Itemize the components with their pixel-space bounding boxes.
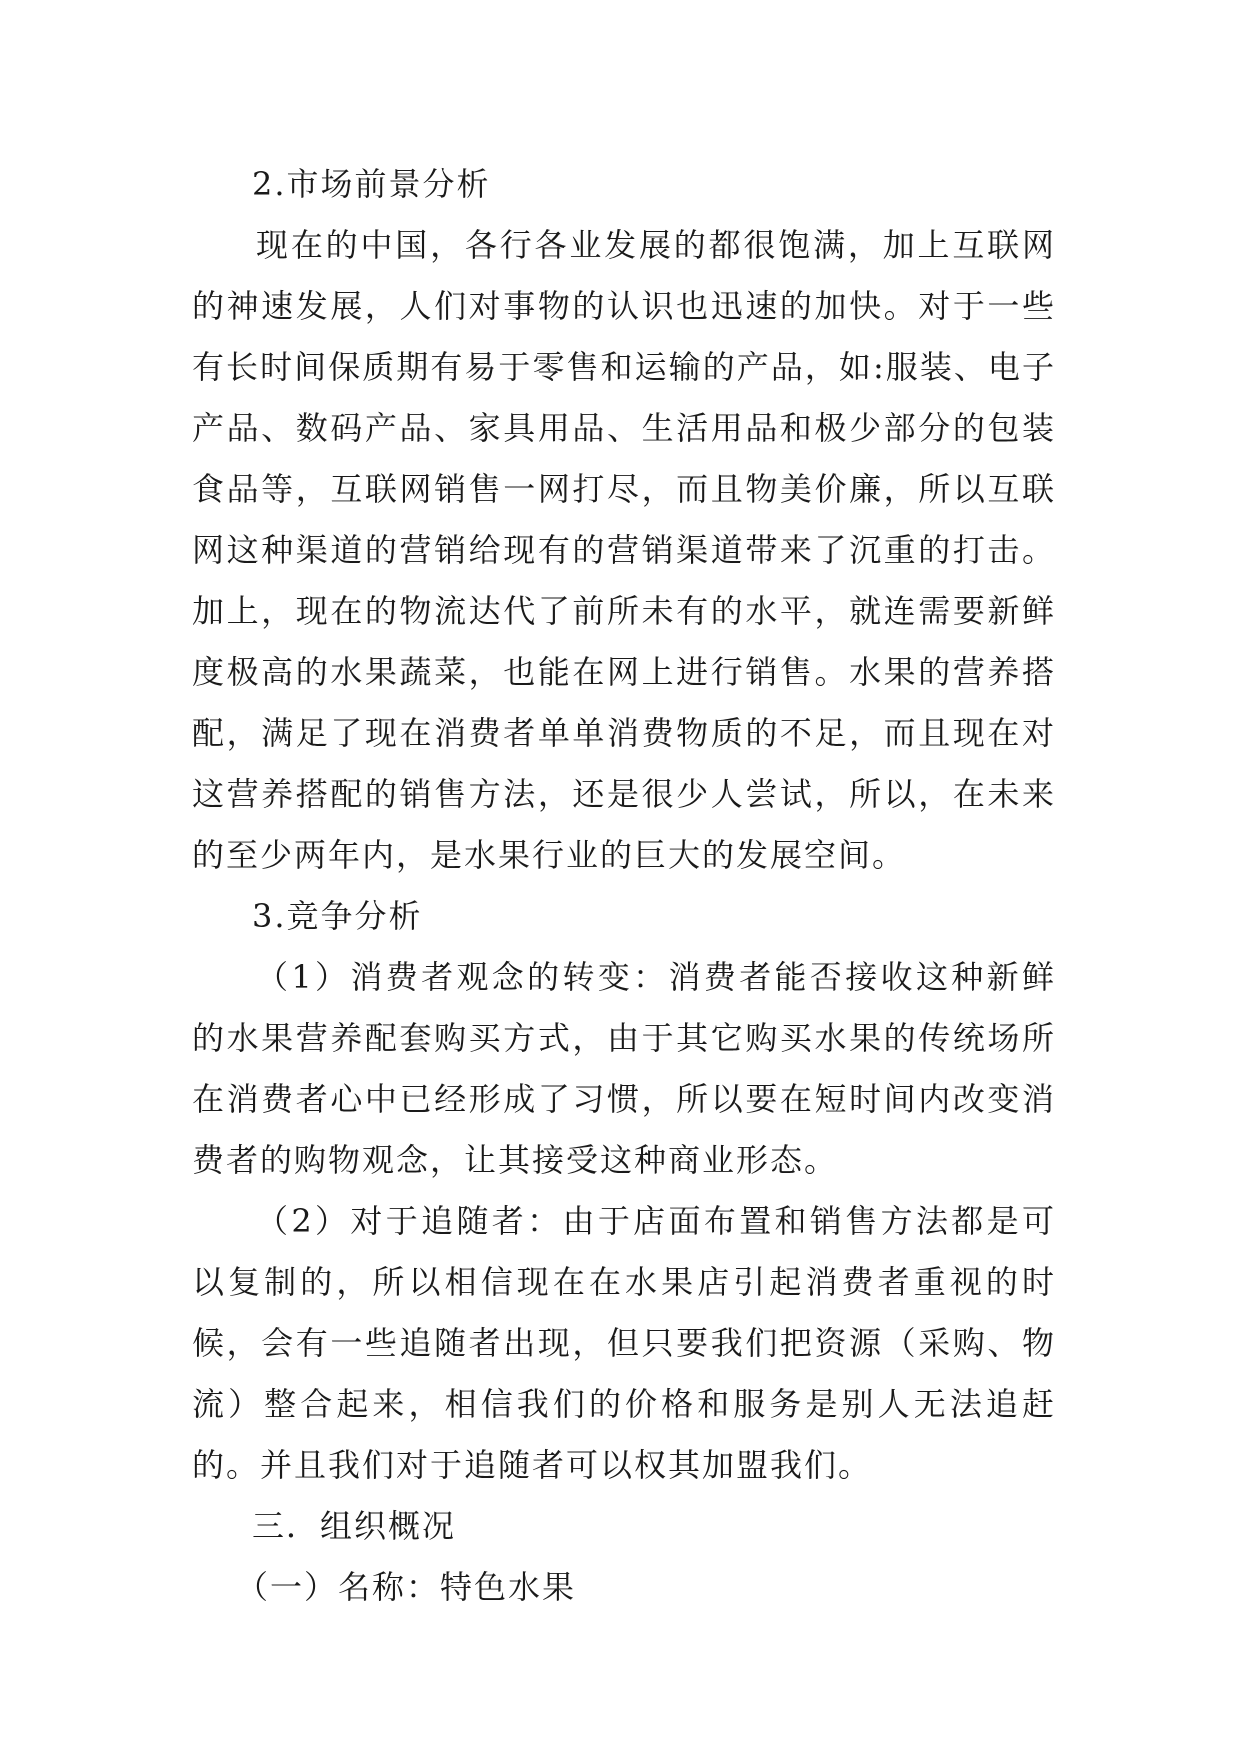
paragraph-market-outlook: 现在的中国，各行各业发展的都很饱满，加上互联网的神速发展，人们对事物的认识也迅速的加快。对于一些有长时间保质期有易于零售和运输的产品，如:服装、电子产品、数码产品、家具用品、生活用品和极少部分的包装食品等，互联网销售一网打尽，而且物美价廉，所以互联网这种渠道的营销给现有的营销渠道带来了沉重的打击。加上，现在的物流达代了前所未有的水平，就连需要新鲜度极高的水果蔬菜，也能在网上进行销售。水果的营养搭配，满足了现在消费者单单消费物质的不足，而且现在对这营养搭配的销售方法，还是很少人尝试，所以，在未来的至少两年内，是水果行业的巨大的发展空间。	[192, 226, 1056, 874]
document-body	[192, 154, 1056, 1618]
section-heading-market-outlook: 2.市场前景分析	[252, 165, 491, 203]
subsection-name: （一）名称：特色水果	[236, 1568, 577, 1606]
competition-item-followers: （2）对于追随者：由于店面布置和销售方法都是可以复制的，所以相信现在在水果店引起消费者重视的时候，会有一些追随者出现，但只要我们把资源（采购、物流）整合起来，相信我们的价格和服务是别人无法追赶的。并且我们对于追随者可以权其加盟我们。	[192, 1202, 1056, 1484]
section-heading-competition: 3.竞争分析	[252, 897, 423, 935]
section-heading-organization: 三．组织概况	[252, 1507, 457, 1545]
competition-item-consumer-concept: （1）消费者观念的转变：消费者能否接收这种新鲜的水果营养配套购买方式，由于其它购买水果的传统场所在消费者心中已经形成了习惯，所以要在短时间内改变消费者的购物观念，让其接受这种商业形态。	[192, 958, 1056, 1179]
